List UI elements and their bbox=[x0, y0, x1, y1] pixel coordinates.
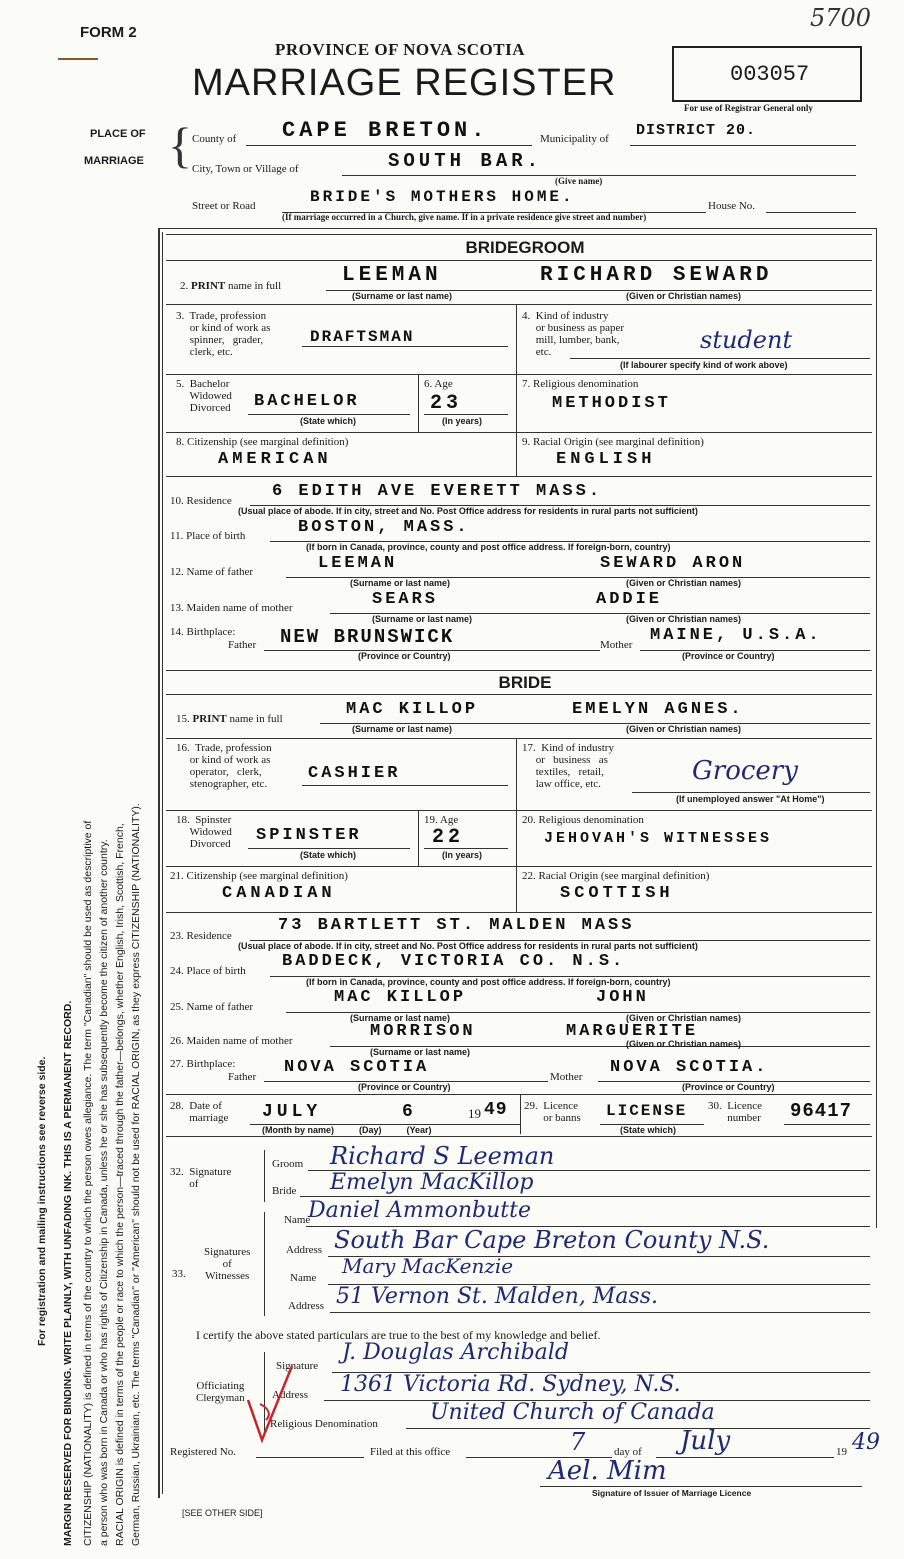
groom-industry-note: (If labourer specify kind of work above) bbox=[620, 360, 788, 370]
f33-num: 33. bbox=[172, 1268, 186, 1280]
mother-label: Mother bbox=[550, 1071, 583, 1083]
groom-birthplace: BOSTON, MASS. bbox=[298, 518, 470, 537]
bride-father-surname: MAC KILLOP bbox=[334, 988, 467, 1007]
licence-number: 96417 bbox=[790, 1100, 853, 1122]
groom-age: 23 bbox=[430, 392, 463, 415]
corner-note: 5700 bbox=[810, 4, 872, 32]
groom-sig-label: Groom bbox=[272, 1158, 304, 1170]
f18-label: 18. Spinster Widowed Divorced bbox=[176, 814, 232, 850]
f9-label: 9. Racial Origin (see marginal definition) bbox=[522, 436, 704, 448]
f17-label: 17. Kind of industry or business as textiles, retail, law office, etc. bbox=[522, 742, 614, 790]
bride-mother-surname: MORRISON bbox=[370, 1022, 476, 1041]
city-value: SOUTH BAR. bbox=[388, 150, 543, 172]
bride-industry-note: (If unemployed answer "At Home") bbox=[676, 794, 825, 804]
bride-signature: Emelyn MacKillop bbox=[330, 1170, 534, 1195]
f14-label: 14. Birthplace: bbox=[170, 626, 236, 638]
bride-industry: Grocery bbox=[692, 756, 798, 786]
f28-label: 28. Date of marriage bbox=[170, 1100, 229, 1124]
groom-father-surname: LEEMAN bbox=[318, 554, 398, 573]
county-label: County of bbox=[192, 133, 237, 145]
witness2-address: 51 Vernon St. Malden, Mass. bbox=[336, 1284, 659, 1309]
state-which-note: (State which) bbox=[620, 1125, 677, 1135]
margin-citizenship-2: a person who was born in Canada or who has rights of Citizenship in Canada, unless he or she has subsequently become the citizen of another country. bbox=[98, 839, 110, 1546]
brace-icon: { bbox=[168, 117, 192, 173]
in-years-note: (In years) bbox=[442, 416, 483, 426]
prov-country-note: (Province or Country) bbox=[358, 1082, 451, 1092]
groom-father-birthplace: NEW BRUNSWICK bbox=[280, 626, 455, 648]
county-value: CAPE BRETON. bbox=[282, 118, 489, 143]
clergy-sig-label: Signature bbox=[276, 1360, 319, 1372]
given-note: (Given or Christian names) bbox=[626, 1013, 742, 1023]
residence-note: (Usual place of abode. If in city, street and No. Post Office address for residents in rural parts not sufficient) bbox=[238, 941, 698, 951]
bride-heading: BRIDE bbox=[498, 673, 552, 692]
red-check-mark-icon bbox=[240, 1360, 300, 1450]
street-label: Street or Road bbox=[192, 200, 256, 212]
witness1-name: Daniel Ammonbutte bbox=[308, 1198, 531, 1223]
bride-birthplace: BADDECK, VICTORIA CO. N.S. bbox=[282, 952, 626, 971]
groom-residence: 6 EDITH AVE EVERETT MASS. bbox=[272, 482, 603, 501]
groom-given: RICHARD SEWARD bbox=[540, 264, 773, 287]
filed-day: 7 bbox=[570, 1428, 586, 1456]
bride-mother-birthplace: NOVA SCOTIA. bbox=[610, 1058, 769, 1077]
witness2-name: Mary MacKenzie bbox=[342, 1254, 514, 1278]
bride-status: SPINSTER bbox=[256, 826, 362, 845]
pen-mark bbox=[58, 58, 98, 60]
surname-note: (Surname or last name) bbox=[372, 614, 473, 624]
witness1-address: South Bar Cape Breton County N.S. bbox=[334, 1226, 770, 1254]
register-number-box bbox=[672, 46, 862, 102]
filed-year-prefix: 19 bbox=[836, 1446, 847, 1458]
clergy-denomination: United Church of Canada bbox=[430, 1400, 715, 1425]
clergy-signature: J. Douglas Archibald bbox=[342, 1340, 569, 1365]
f3-label: 3. Trade, profession or kind of work as spinner, grader, clerk, etc. bbox=[176, 310, 271, 358]
birthplace-note: (If born in Canada, province, county and post office address. If foreign-born, country) bbox=[306, 977, 671, 987]
filed-year: 49 bbox=[852, 1430, 880, 1455]
bride-sig-label: Bride bbox=[272, 1185, 297, 1197]
f20-label: 20. Religious denomination bbox=[522, 814, 644, 826]
given-note: (Given or Christian names) bbox=[626, 724, 742, 734]
f11-label: 11. Place of birth bbox=[170, 530, 246, 542]
groom-trade: DRAFTSMAN bbox=[310, 328, 415, 346]
clergy-address: 1361 Victoria Rd. Sydney, N.S. bbox=[340, 1372, 681, 1397]
w2-address-label: Address bbox=[288, 1300, 325, 1312]
province-heading: PROVINCE OF NOVA SCOTIA bbox=[275, 40, 526, 59]
w2-name-label: Name bbox=[290, 1272, 317, 1284]
f29-label: 29. Licence or banns bbox=[524, 1100, 581, 1124]
bridegroom-heading: BRIDEGROOM bbox=[465, 238, 585, 257]
city-label: City, Town or Village of bbox=[192, 163, 299, 175]
margin-racial-1: RACIAL ORIGIN is defined in terms of the people or race to which the person—traced through the father—belongs, whether English, Irish, Scottish, French, bbox=[114, 823, 126, 1546]
issuer-signature: Ael. Mim bbox=[548, 1456, 667, 1486]
bride-racial-origin: SCOTTISH bbox=[560, 884, 674, 903]
page-title: MARRIAGE REGISTER bbox=[192, 62, 617, 104]
groom-racial-origin: ENGLISH bbox=[556, 450, 656, 469]
certify-statement: I certify the above stated particulars are true to the best of my knowledge and belief. bbox=[196, 1328, 601, 1342]
clergy-address-label: Address bbox=[272, 1389, 309, 1401]
groom-citizenship: AMERICAN bbox=[218, 450, 332, 469]
groom-industry: student bbox=[700, 326, 793, 354]
mother-label: Mother bbox=[600, 639, 633, 651]
surname-note: (Surname or last name) bbox=[350, 1013, 451, 1023]
bride-age: 22 bbox=[432, 826, 465, 849]
father-label: Father bbox=[228, 1071, 257, 1083]
bride-trade: CASHIER bbox=[308, 764, 401, 783]
given-note: (Given or Christian names) bbox=[626, 578, 742, 588]
residence-note: (Usual place of abode. If in city, street and No. Post Office address for residents in rural parts not sufficient) bbox=[238, 506, 698, 516]
place-label-2: MARRIAGE bbox=[84, 155, 144, 167]
see-other-side: [SEE OTHER SIDE] bbox=[182, 1508, 263, 1518]
w1-address-label: Address bbox=[286, 1244, 323, 1256]
given-note: (Given or Christian names) bbox=[626, 614, 742, 624]
margin-instructions: For registration and mailing instructions see reverse side. bbox=[36, 1056, 48, 1346]
margin-citizenship-1: CITIZENSHIP (NATIONALITY) is defined in terms of the country to which the person owes allegiance. The term "Canadian" should be used as descriptive of bbox=[82, 820, 94, 1546]
registered-label: Registered No. bbox=[170, 1446, 236, 1458]
f13-label: 13. Maiden name of mother bbox=[170, 602, 293, 614]
bride-father-given: JOHN bbox=[596, 988, 649, 1007]
given-note: (Given or Christian names) bbox=[626, 291, 742, 301]
f8-label: 8. Citizenship (see marginal definition) bbox=[176, 436, 349, 448]
f21-label: 21. Citizenship (see marginal definition) bbox=[170, 870, 348, 882]
f5-label: 5. Bachelor Widowed Divorced bbox=[176, 378, 232, 414]
surname-note: (Surname or last name) bbox=[350, 578, 451, 588]
give-name-note: (Give name) bbox=[555, 176, 603, 186]
groom-mother-birthplace: MAINE, U.S.A. bbox=[650, 626, 822, 645]
prov-country-note: (Province or Country) bbox=[682, 1082, 775, 1092]
year-prefix: 19 bbox=[468, 1106, 481, 1121]
birthplace-note: (If born in Canada, province, county and post office address. If foreign-born, country) bbox=[306, 542, 671, 552]
bride-surname: MAC KILLOP bbox=[346, 700, 479, 719]
marriage-year: 49 bbox=[484, 1100, 508, 1120]
prov-country-note: (Province or Country) bbox=[682, 651, 775, 661]
f23-label: 23. Residence bbox=[170, 930, 232, 942]
in-years-note: (In years) bbox=[442, 850, 483, 860]
f30-label: 30. Licence number bbox=[708, 1100, 763, 1124]
officiating-label: Officiating Clergyman bbox=[196, 1380, 245, 1404]
day-of-label: day of bbox=[614, 1446, 642, 1458]
f16-label: 16. Trade, profession or kind of work as operator, clerk, stenographer, etc. bbox=[176, 742, 272, 790]
surname-note: (Surname or last name) bbox=[370, 1047, 471, 1057]
groom-father-given: SEWARD ARON bbox=[600, 554, 746, 573]
bride-residence: 73 BARTLETT ST. MALDEN MASS bbox=[278, 916, 635, 935]
marriage-month: JULY bbox=[262, 1102, 322, 1122]
surname-note: (Surname or last name) bbox=[352, 291, 453, 301]
denomination-label: Religious Denomination bbox=[270, 1418, 378, 1430]
groom-mother-surname: SEARS bbox=[372, 590, 439, 609]
f6-label: 6. Age bbox=[424, 378, 453, 390]
f24-label: 24. Place of birth bbox=[170, 965, 246, 977]
municipality-value: DISTRICT 20. bbox=[636, 122, 757, 139]
groom-religion: METHODIST bbox=[552, 394, 671, 413]
bride-father-birthplace: NOVA SCOTIA bbox=[284, 1058, 430, 1077]
place-label-1: PLACE OF bbox=[90, 128, 146, 140]
f7-label: 7. Religious denomination bbox=[522, 378, 639, 390]
filed-label: Filed at this office bbox=[370, 1446, 451, 1458]
f12-label: 12. Name of father bbox=[170, 566, 254, 578]
state-which-note: (State which) bbox=[300, 416, 357, 426]
register-number: 003057 bbox=[730, 62, 810, 87]
issuer-label: Signature of Issuer of Marriage Licence bbox=[592, 1488, 752, 1498]
groom-status: BACHELOR bbox=[254, 392, 360, 411]
witness-label: Signatures of Witnesses bbox=[204, 1246, 251, 1282]
father-label: Father bbox=[228, 639, 257, 651]
municipality-label: Municipality of bbox=[540, 133, 609, 145]
bride-given: EMELYN AGNES. bbox=[572, 700, 744, 719]
street-value: BRIDE'S MOTHERS HOME. bbox=[310, 188, 575, 206]
bride-mother-given: MARGUERITE bbox=[566, 1022, 699, 1041]
street-note: (If marriage occurred in a Church, give name. If in a private residence give street and number) bbox=[282, 212, 647, 222]
bride-religion: JEHOVAH'S WITNESSES bbox=[544, 830, 773, 847]
date-note: (Month by name) (Day) (Year) bbox=[262, 1125, 432, 1135]
f32-label: 32. Signature of bbox=[170, 1166, 232, 1190]
surname-note: (Surname or last name) bbox=[352, 724, 453, 734]
marriage-day: 6 bbox=[402, 1102, 417, 1122]
given-note: (Given or Christian names) bbox=[626, 1039, 742, 1049]
groom-surname: LEEMAN bbox=[342, 264, 442, 287]
f19-label: 19. Age bbox=[424, 814, 459, 826]
groom-mother-given: ADDIE bbox=[596, 590, 663, 609]
form-label: FORM 2 bbox=[80, 24, 137, 41]
f4-label: 4. Kind of industry or business as paper mill, lumber, bank, etc. bbox=[522, 310, 625, 358]
house-label: House No. bbox=[708, 200, 756, 212]
filed-month: July bbox=[680, 1426, 731, 1456]
f27-label: 27. Birthplace: bbox=[170, 1058, 236, 1070]
f10-label: 10. Residence bbox=[170, 495, 232, 507]
margin-racial-2: German, Russian, Ukrainian, etc. The terms "Canadian" or "American" should not be used for RACIAL ORIGIN, as they express CITIZENSHIP (NATIONALITY). bbox=[130, 803, 142, 1546]
f2-label: 2. PRINT name in full bbox=[180, 280, 282, 292]
f22-label: 22. Racial Origin (see marginal definition) bbox=[522, 870, 710, 882]
state-which-note: (State which) bbox=[300, 850, 357, 860]
bride-citizenship: CANADIAN bbox=[222, 884, 336, 903]
f25-label: 25. Name of father bbox=[170, 1001, 254, 1013]
f15-label: 15. PRINT name in full bbox=[176, 713, 283, 725]
w1-name-label: Name bbox=[284, 1214, 311, 1226]
prov-country-note: (Province or Country) bbox=[358, 651, 451, 661]
margin-binding-notice: MARGIN RESERVED FOR BINDING. WRITE PLAINLY, WITH UNFADING INK. THIS IS A PERMANENT RECORD. bbox=[62, 1000, 74, 1546]
licence-or-banns: LICENSE bbox=[606, 1102, 688, 1120]
f26-label: 26. Maiden name of mother bbox=[170, 1035, 293, 1047]
register-number-note: For use of Registrar General only bbox=[684, 103, 813, 113]
groom-signature: Richard S Leeman bbox=[330, 1142, 555, 1170]
